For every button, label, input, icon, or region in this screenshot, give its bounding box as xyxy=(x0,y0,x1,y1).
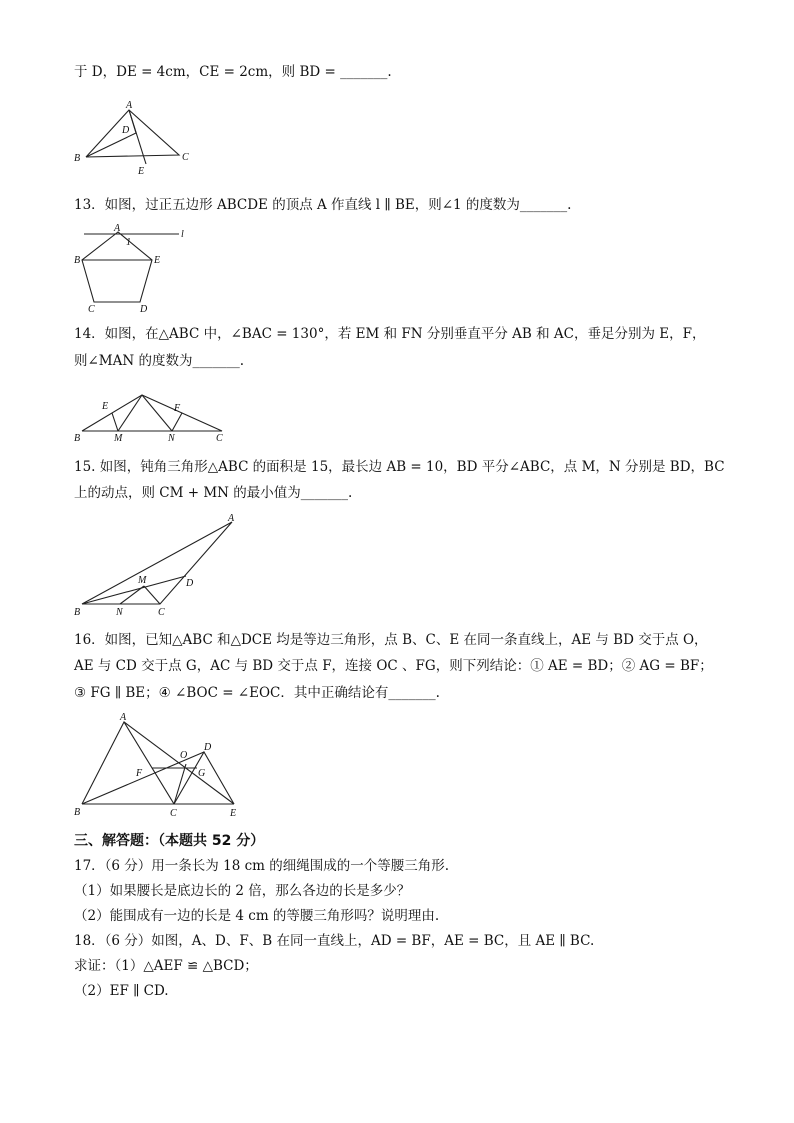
question-16-line3: ③ FG ∥ BE；④ ∠BOC = ∠EOC．其中正确结论有_______. xyxy=(74,685,440,701)
label-b: B xyxy=(74,153,81,164)
figure-q16 xyxy=(74,712,244,822)
label-b: B xyxy=(74,607,81,618)
label-n: N xyxy=(168,433,175,444)
figure-q14 xyxy=(74,385,234,445)
label-n: N xyxy=(116,607,123,618)
question-16-line2: AE 与 CD 交于点 G，AC 与 BD 交于点 F，连接 OC 、FG，则下列结论：① AE = BD；② AG = BF； xyxy=(74,658,713,674)
question-15-line2: 上的动点，则 CM + MN 的最小值为_______. xyxy=(74,485,353,501)
question-18-part1: 求证：（1）△AEF ≌ △BCD； xyxy=(74,958,258,974)
label-e: E xyxy=(154,255,161,266)
question-17-part1: （1）如果腰长是底边长的 2 倍，那么各边的长是多少？ xyxy=(74,883,411,899)
label-l: l xyxy=(181,229,184,240)
question-15-line1: 15. 如图，钝角三角形△ABC 的面积是 15，最长边 AB = 10，BD 平分∠ABC，点 M，N 分别是 BD，BC xyxy=(74,459,725,475)
label-m: M xyxy=(138,575,147,586)
label-a: A xyxy=(120,712,127,723)
label-f: F xyxy=(174,403,181,414)
label-d: D xyxy=(186,578,194,589)
figure-q15 xyxy=(74,512,244,622)
label-b: B xyxy=(74,433,81,444)
question-17-part2: （2）能围成有一边的长是 4 cm 的等腰三角形吗？说明理由. xyxy=(74,908,440,924)
label-b: B xyxy=(74,807,81,818)
question-18: 18．（6 分）如图，A、D、F、B 在同一直线上，AD = BF，AE = BC，且 AE ∥ BC. xyxy=(74,933,595,949)
label-e: E xyxy=(230,808,237,819)
label-o: O xyxy=(180,750,188,761)
question-14-line1: 14．如图，在△ABC 中，∠BAC = 130°，若 EM 和 FN 分别垂直平分 AB 和 AC，垂足分别为 E，F， xyxy=(74,326,706,342)
label-e: E xyxy=(102,401,109,412)
q12-continuation: 于 D，DE = 4cm，CE = 2cm，则 BD = _______. xyxy=(74,64,392,80)
question-16-line1: 16．如图，已知△ABC 和△DCE 均是等边三角形，点 B、C、E 在同一条直线上，AE 与 BD 交于点 O， xyxy=(74,632,708,648)
label-f: F xyxy=(136,768,143,779)
question-17: 17．（6 分）用一条长为 18 cm 的细绳围成的一个等腰三角形. xyxy=(74,858,450,874)
question-13: 13．如图，过正五边形 ABCDE 的顶点 A 作直线 l ∥ BE，则∠1 的度数为_______. xyxy=(74,197,572,213)
label-c: C xyxy=(170,808,177,819)
section-3-heading: 三、解答题：（本题共 52 分） xyxy=(74,833,265,849)
figure-q13 xyxy=(74,222,184,315)
label-d: D xyxy=(204,742,212,753)
label-c: C xyxy=(216,433,223,444)
label-c: C xyxy=(158,607,165,618)
label-d: D xyxy=(122,125,130,136)
label-a: A xyxy=(228,513,235,524)
question-14-line2: 则∠MAN 的度数为_______. xyxy=(74,353,245,369)
label-e: E xyxy=(138,166,145,177)
label-c: C xyxy=(88,304,95,315)
label-c: C xyxy=(182,152,189,163)
label-1: 1 xyxy=(126,237,131,248)
label-a: A xyxy=(114,223,121,234)
label-b: B xyxy=(74,255,81,266)
figure-q12 xyxy=(74,100,194,180)
label-a: A xyxy=(126,100,133,111)
label-g: G xyxy=(198,768,206,779)
question-18-part2: （2）EF ∥ CD. xyxy=(74,983,169,999)
label-d: D xyxy=(140,304,148,315)
label-m: M xyxy=(114,433,123,444)
